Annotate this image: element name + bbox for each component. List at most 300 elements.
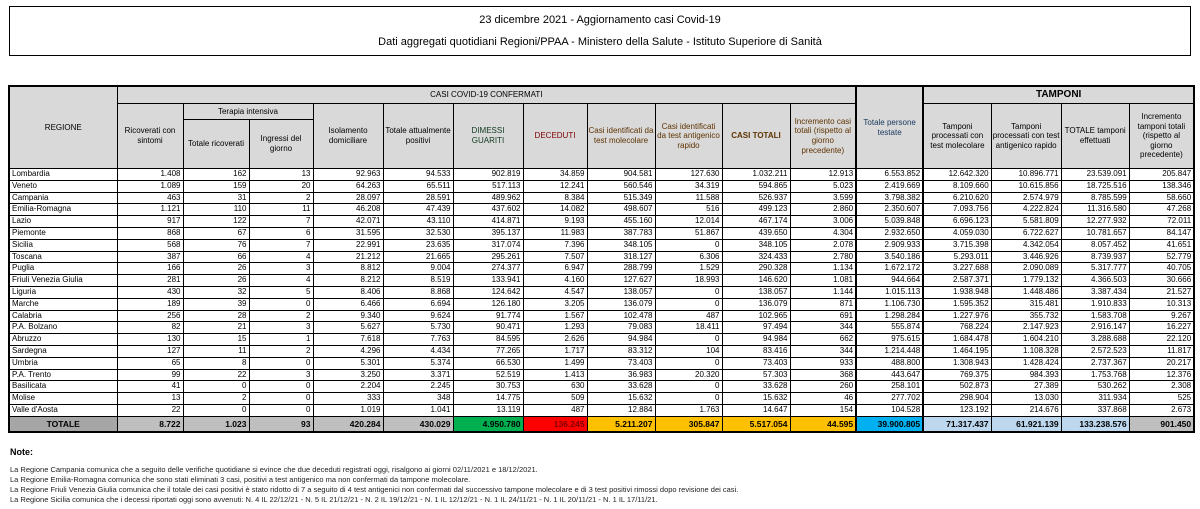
value-cell: 67 [183, 227, 249, 239]
value-cell: 11 [183, 345, 249, 357]
value-cell: 0 [655, 239, 722, 251]
value-cell: 1.121 [117, 204, 183, 216]
total-cell: 39.900.805 [856, 416, 923, 432]
region-name: Liguria [9, 286, 117, 298]
value-cell: 14.647 [722, 404, 790, 416]
value-cell: 94.984 [722, 334, 790, 346]
value-cell: 46.208 [313, 204, 383, 216]
value-cell: 34.859 [523, 169, 587, 181]
table-row [9, 310, 1194, 322]
table-row [9, 298, 1194, 310]
value-cell: 1.041 [383, 404, 453, 416]
value-cell: 1.089 [117, 180, 183, 192]
value-cell: 28.097 [313, 192, 383, 204]
value-cell: 463 [117, 192, 183, 204]
value-cell: 84.147 [1129, 227, 1194, 239]
table-row [9, 404, 1194, 416]
value-cell: 0 [183, 381, 249, 393]
value-cell: 4.296 [313, 345, 383, 357]
value-cell: 2.673 [1129, 404, 1194, 416]
col-header-ricoverati: Ricoverati con sintomi [117, 104, 183, 169]
value-cell: 7.763 [383, 334, 453, 346]
value-cell: 499.123 [722, 204, 790, 216]
value-cell: 26 [183, 275, 249, 287]
value-cell: 136.079 [722, 298, 790, 310]
value-cell: 27.389 [991, 381, 1061, 393]
value-cell: 2.626 [523, 334, 587, 346]
value-cell: 1.717 [523, 345, 587, 357]
table-header [9, 86, 1194, 169]
value-cell: 5.023 [790, 180, 856, 192]
value-cell: 1.227.976 [923, 310, 991, 322]
value-cell: 32.530 [383, 227, 453, 239]
value-cell: 1.019 [313, 404, 383, 416]
value-cell: 6 [249, 227, 313, 239]
region-name: Toscana [9, 251, 117, 263]
col-header-persone-testate: Totale persone testate [856, 86, 923, 169]
region-name: Marche [9, 298, 117, 310]
total-cell: 4.950.780 [453, 416, 523, 432]
total-cell: 71.317.437 [923, 416, 991, 432]
value-cell: 104 [655, 345, 722, 357]
value-cell: 33.628 [587, 381, 655, 393]
note-line: La Regione Emilia-Romagna comunica che sono stati eliminati 3 casi, positivi a test antigenico ma non confermati da tampone molecolare. [10, 475, 471, 485]
value-cell: 1.684.478 [923, 334, 991, 346]
value-cell: 66 [183, 251, 249, 263]
table-row [9, 357, 1194, 369]
value-cell: 5.374 [383, 357, 453, 369]
value-cell: 691 [790, 310, 856, 322]
value-cell: 41.651 [1129, 239, 1194, 251]
value-cell: 20.320 [655, 369, 722, 381]
value-cell: 102.478 [587, 310, 655, 322]
value-cell: 324.433 [722, 251, 790, 263]
value-cell: 23.539.091 [1061, 169, 1129, 181]
value-cell: 90.471 [453, 322, 523, 334]
value-cell: 15.632 [587, 393, 655, 405]
value-cell: 91.774 [453, 310, 523, 322]
value-cell: 52.779 [1129, 251, 1194, 263]
value-cell: 6.553.852 [856, 169, 923, 181]
total-cell: 8.722 [117, 416, 183, 432]
value-cell: 8.384 [523, 192, 587, 204]
value-cell: 256 [117, 310, 183, 322]
value-cell: 5.581.809 [991, 216, 1061, 228]
value-cell: 12.241 [523, 180, 587, 192]
value-cell: 662 [790, 334, 856, 346]
value-cell: 138.346 [1129, 180, 1194, 192]
value-cell: 8.212 [313, 275, 383, 287]
value-cell: 136.079 [587, 298, 655, 310]
value-cell: 439.650 [722, 227, 790, 239]
value-cell: 1.938.948 [923, 286, 991, 298]
value-cell: 94.533 [383, 169, 453, 181]
value-cell: 8.785.599 [1061, 192, 1129, 204]
value-cell: 47.268 [1129, 204, 1194, 216]
value-cell: 22.120 [1129, 334, 1194, 346]
bulletin-date-title: 23 dicembre 2021 - Aggiornamento casi Covid-19 [479, 14, 721, 26]
value-cell: 6.466 [313, 298, 383, 310]
value-cell: 502.873 [923, 381, 991, 393]
total-cell: 133.238.576 [1061, 416, 1129, 432]
region-name: Umbria [9, 357, 117, 369]
value-cell: 122 [183, 216, 249, 228]
table-row [9, 263, 1194, 275]
value-cell: 65 [117, 357, 183, 369]
value-cell: 4.342.054 [991, 239, 1061, 251]
value-cell: 21 [183, 322, 249, 334]
col-header-deceduti: DECEDUTI [523, 104, 587, 169]
value-cell: 487 [655, 310, 722, 322]
value-cell: 975.615 [856, 334, 923, 346]
value-cell: 133.941 [453, 275, 523, 287]
value-cell: 2.350.607 [856, 204, 923, 216]
value-cell: 525 [1129, 393, 1194, 405]
value-cell: 4.434 [383, 345, 453, 357]
total-row [9, 416, 1194, 432]
value-cell: 387 [117, 251, 183, 263]
value-cell: 18.411 [655, 322, 722, 334]
table-row [9, 180, 1194, 192]
value-cell: 12.277.932 [1061, 216, 1129, 228]
value-cell: 166 [117, 263, 183, 275]
value-cell: 64.263 [313, 180, 383, 192]
value-cell: 0 [655, 334, 722, 346]
value-cell: 3.540.186 [856, 251, 923, 263]
value-cell: 77.265 [453, 345, 523, 357]
table-row [9, 286, 1194, 298]
value-cell: 387.783 [587, 227, 655, 239]
value-cell: 39 [183, 298, 249, 310]
region-name: Sardegna [9, 345, 117, 357]
value-cell: 130 [117, 334, 183, 346]
value-cell: 22.991 [313, 239, 383, 251]
value-cell: 15.632 [722, 393, 790, 405]
value-cell: 99 [117, 369, 183, 381]
value-cell: 509 [523, 393, 587, 405]
value-cell: 42.071 [313, 216, 383, 228]
value-cell: 277.702 [856, 393, 923, 405]
total-cell: 430.029 [383, 416, 453, 432]
value-cell: 13.119 [453, 404, 523, 416]
value-cell: 348 [383, 393, 453, 405]
col-header-isolamento: Isolamento domiciliare [313, 104, 383, 169]
value-cell: 30.753 [453, 381, 523, 393]
col-header-tamponi-totale: TOTALE tamponi effettuati [1061, 104, 1129, 169]
value-cell: 10.896.771 [991, 169, 1061, 181]
value-cell: 6.306 [655, 251, 722, 263]
value-cell: 298.904 [923, 393, 991, 405]
value-cell: 1.499 [523, 357, 587, 369]
col-header-casi-molecolare: Casi identificati da test molecolare [587, 104, 655, 169]
value-cell: 12.642.320 [923, 169, 991, 181]
value-cell: 290.328 [722, 263, 790, 275]
value-cell: 1.032.211 [722, 169, 790, 181]
value-cell: 517.113 [453, 180, 523, 192]
notes-title: Note: [10, 447, 33, 457]
table-row [9, 334, 1194, 346]
value-cell: 1.293 [523, 322, 587, 334]
value-cell: 318.127 [587, 251, 655, 263]
value-cell: 1.308.943 [923, 357, 991, 369]
value-cell: 498.607 [587, 204, 655, 216]
value-cell: 443.647 [856, 369, 923, 381]
value-cell: 11.983 [523, 227, 587, 239]
value-cell: 9.267 [1129, 310, 1194, 322]
group-header-casi-confermati: CASI COVID-19 CONFERMATI [117, 86, 856, 104]
value-cell: 97.494 [722, 322, 790, 334]
value-cell: 79.083 [587, 322, 655, 334]
value-cell: 7.507 [523, 251, 587, 263]
col-header-casi-antigenico: Casi identificati da test antigenico rapido [655, 104, 722, 169]
value-cell: 260 [790, 381, 856, 393]
value-cell: 11.588 [655, 192, 722, 204]
value-cell: 437.602 [453, 204, 523, 216]
value-cell: 7 [249, 239, 313, 251]
value-cell: 274.377 [453, 263, 523, 275]
value-cell: 2.780 [790, 251, 856, 263]
value-cell: 26 [183, 263, 249, 275]
value-cell: 1.448.486 [991, 286, 1061, 298]
value-cell: 3.205 [523, 298, 587, 310]
value-cell: 6.694 [383, 298, 453, 310]
value-cell: 123.192 [923, 404, 991, 416]
value-cell: 8.406 [313, 286, 383, 298]
value-cell: 30.666 [1129, 275, 1194, 287]
value-cell: 94.984 [587, 334, 655, 346]
value-cell: 295.261 [453, 251, 523, 263]
region-name: Calabria [9, 310, 117, 322]
value-cell: 52.519 [453, 369, 523, 381]
value-cell: 12.913 [790, 169, 856, 181]
region-name: Emilia-Romagna [9, 204, 117, 216]
value-cell: 3.227.688 [923, 263, 991, 275]
value-cell: 8.109.660 [923, 180, 991, 192]
value-cell: 2.860 [790, 204, 856, 216]
value-cell: 16.227 [1129, 322, 1194, 334]
value-cell: 0 [249, 393, 313, 405]
region-name: Puglia [9, 263, 117, 275]
region-name: Lombardia [9, 169, 117, 181]
value-cell: 8.057.452 [1061, 239, 1129, 251]
value-cell: 1.604.210 [991, 334, 1061, 346]
value-cell: 2.090.089 [991, 263, 1061, 275]
value-cell: 138.057 [722, 286, 790, 298]
value-cell: 414.871 [453, 216, 523, 228]
value-cell: 344 [790, 322, 856, 334]
value-cell: 127 [117, 345, 183, 357]
value-cell: 311.934 [1061, 393, 1129, 405]
region-name: Sicilia [9, 239, 117, 251]
value-cell: 31.595 [313, 227, 383, 239]
col-header-tamponi-molecolare: Tamponi processati con test molecolare [923, 104, 991, 169]
total-cell: 1.023 [183, 416, 249, 432]
value-cell: 348.105 [587, 239, 655, 251]
value-cell: 28 [183, 310, 249, 322]
value-cell: 189 [117, 298, 183, 310]
value-cell: 92.963 [313, 169, 383, 181]
value-cell: 5.293.011 [923, 251, 991, 263]
value-cell: 32 [183, 286, 249, 298]
table-row [9, 369, 1194, 381]
table-body [9, 169, 1194, 417]
value-cell: 3.250 [313, 369, 383, 381]
value-cell: 14.082 [523, 204, 587, 216]
value-cell: 21.665 [383, 251, 453, 263]
value-cell: 2.916.147 [1061, 322, 1129, 334]
value-cell: 258.101 [856, 381, 923, 393]
value-cell: 3 [249, 263, 313, 275]
value-cell: 2.572.523 [1061, 345, 1129, 357]
value-cell: 13.030 [991, 393, 1061, 405]
value-cell: 1.529 [655, 263, 722, 275]
value-cell: 83.416 [722, 345, 790, 357]
region-name: Valle d'Aosta [9, 404, 117, 416]
value-cell: 104.528 [856, 404, 923, 416]
value-cell: 530.262 [1061, 381, 1129, 393]
value-cell: 355.732 [991, 310, 1061, 322]
bulletin-subtitle: Dati aggregati quotidiani Regioni/PPAA - Ministero della Salute - Istituto Superiore di Sanità [378, 36, 822, 48]
value-cell: 72.011 [1129, 216, 1194, 228]
value-cell: 8.812 [313, 263, 383, 275]
value-cell: 23.635 [383, 239, 453, 251]
value-cell: 368 [790, 369, 856, 381]
value-cell: 8 [183, 357, 249, 369]
value-cell: 73.403 [587, 357, 655, 369]
value-cell: 7 [249, 216, 313, 228]
value-cell: 21.212 [313, 251, 383, 263]
region-name: Lazio [9, 216, 117, 228]
value-cell: 7.396 [523, 239, 587, 251]
value-cell: 1.763 [655, 404, 722, 416]
value-cell: 5.627 [313, 322, 383, 334]
value-cell: 2 [249, 310, 313, 322]
group-header-tamponi: TAMPONI [923, 86, 1194, 104]
total-cell: 901.450 [1129, 416, 1194, 432]
value-cell: 2.574.979 [991, 192, 1061, 204]
value-cell: 40.705 [1129, 263, 1194, 275]
note-line: La Regione Sicilia comunica che i decessi riportati oggi sono avvenuti: N. 4 IL 22/12/21 - N. 5 IL 21/12/21 - N. 2 IL 19/12/21 - N. 1 IL 12/12/21 - N. 1 IL 24/11/21 - N. 1 IL 20/11/21 - N. 1 IL 17/11/21. [10, 495, 658, 505]
value-cell: 154 [790, 404, 856, 416]
table-row [9, 251, 1194, 263]
value-cell: 15 [183, 334, 249, 346]
value-cell: 904.581 [587, 169, 655, 181]
table-row [9, 192, 1194, 204]
value-cell: 3 [249, 322, 313, 334]
table-row [9, 239, 1194, 251]
value-cell: 0 [655, 298, 722, 310]
value-cell: 467.174 [722, 216, 790, 228]
value-cell: 1.753.768 [1061, 369, 1129, 381]
value-cell: 515.349 [587, 192, 655, 204]
value-cell: 0 [655, 381, 722, 393]
value-cell: 12.376 [1129, 369, 1194, 381]
value-cell: 3.446.926 [991, 251, 1061, 263]
value-cell: 933 [790, 357, 856, 369]
value-cell: 2.204 [313, 381, 383, 393]
value-cell: 0 [249, 298, 313, 310]
value-cell: 0 [249, 404, 313, 416]
notes-section [10, 447, 1195, 506]
region-name: Friuli Venezia Giulia [9, 275, 117, 287]
table-row [9, 169, 1194, 181]
value-cell: 917 [117, 216, 183, 228]
value-cell: 395.137 [453, 227, 523, 239]
value-cell: 4.059.030 [923, 227, 991, 239]
value-cell: 630 [523, 381, 587, 393]
value-cell: 2.245 [383, 381, 453, 393]
value-cell: 11.316.580 [1061, 204, 1129, 216]
value-cell: 2 [249, 192, 313, 204]
note-line: La Regione Campania comunica che a seguito delle verifiche quotidiane si evince che due deceduti registrati oggi, risalgono ai giorni 02/11/2021 e 18/12/2021. [10, 465, 538, 474]
value-cell: 868 [117, 227, 183, 239]
region-name: P.A. Trento [9, 369, 117, 381]
region-name: Molise [9, 393, 117, 405]
value-cell: 430 [117, 286, 183, 298]
value-cell: 127.627 [587, 275, 655, 287]
value-cell: 1.672.172 [856, 263, 923, 275]
value-cell: 43.110 [383, 216, 453, 228]
value-cell: 1.134 [790, 263, 856, 275]
value-cell: 57.303 [722, 369, 790, 381]
value-cell: 1.567 [523, 310, 587, 322]
value-cell: 2.419.669 [856, 180, 923, 192]
total-cell: 136.245 [523, 416, 587, 432]
value-cell: 560.546 [587, 180, 655, 192]
value-cell: 41 [117, 381, 183, 393]
value-cell: 1.408 [117, 169, 183, 181]
value-cell: 0 [655, 357, 722, 369]
total-cell: 420.284 [313, 416, 383, 432]
value-cell: 159 [183, 180, 249, 192]
value-cell: 84.595 [453, 334, 523, 346]
value-cell: 984.393 [991, 369, 1061, 381]
value-cell: 51.867 [655, 227, 722, 239]
value-cell: 73.403 [722, 357, 790, 369]
value-cell: 555.874 [856, 322, 923, 334]
value-cell: 2.932.650 [856, 227, 923, 239]
value-cell: 1.108.328 [991, 345, 1061, 357]
value-cell: 5.039.848 [856, 216, 923, 228]
value-cell: 20 [249, 180, 313, 192]
value-cell: 4.366.503 [1061, 275, 1129, 287]
value-cell: 1.595.352 [923, 298, 991, 310]
value-cell: 281 [117, 275, 183, 287]
value-cell: 7.093.756 [923, 204, 991, 216]
value-cell: 2.147.923 [991, 322, 1061, 334]
value-cell: 0 [655, 286, 722, 298]
value-cell: 8.739.937 [1061, 251, 1129, 263]
table-row [9, 216, 1194, 228]
region-name: Campania [9, 192, 117, 204]
value-cell: 5.730 [383, 322, 453, 334]
value-cell: 18.993 [655, 275, 722, 287]
value-cell: 526.937 [722, 192, 790, 204]
col-header-regione: REGIONE [9, 86, 117, 169]
value-cell: 8.868 [383, 286, 453, 298]
region-name: Basilicata [9, 381, 117, 393]
value-cell: 4.160 [523, 275, 587, 287]
value-cell: 102.965 [722, 310, 790, 322]
value-cell: 337.868 [1061, 404, 1129, 416]
value-cell: 4.304 [790, 227, 856, 239]
value-cell: 66.530 [453, 357, 523, 369]
value-cell: 214.676 [991, 404, 1061, 416]
col-header-dimessi-guariti: DIMESSI GUARITI [453, 104, 523, 169]
note-line: La Regione Friuli Venezia Giulia comunica che il totale dei casi positivi è stato ridotto di 7 a seguito di 4 test antigenici non confermati dal successivo tampone molecolare e di 3 test positivi rimossi dopo revisione dei casi. [10, 485, 739, 495]
value-cell: 83.312 [587, 345, 655, 357]
total-cell: 93 [249, 416, 313, 432]
